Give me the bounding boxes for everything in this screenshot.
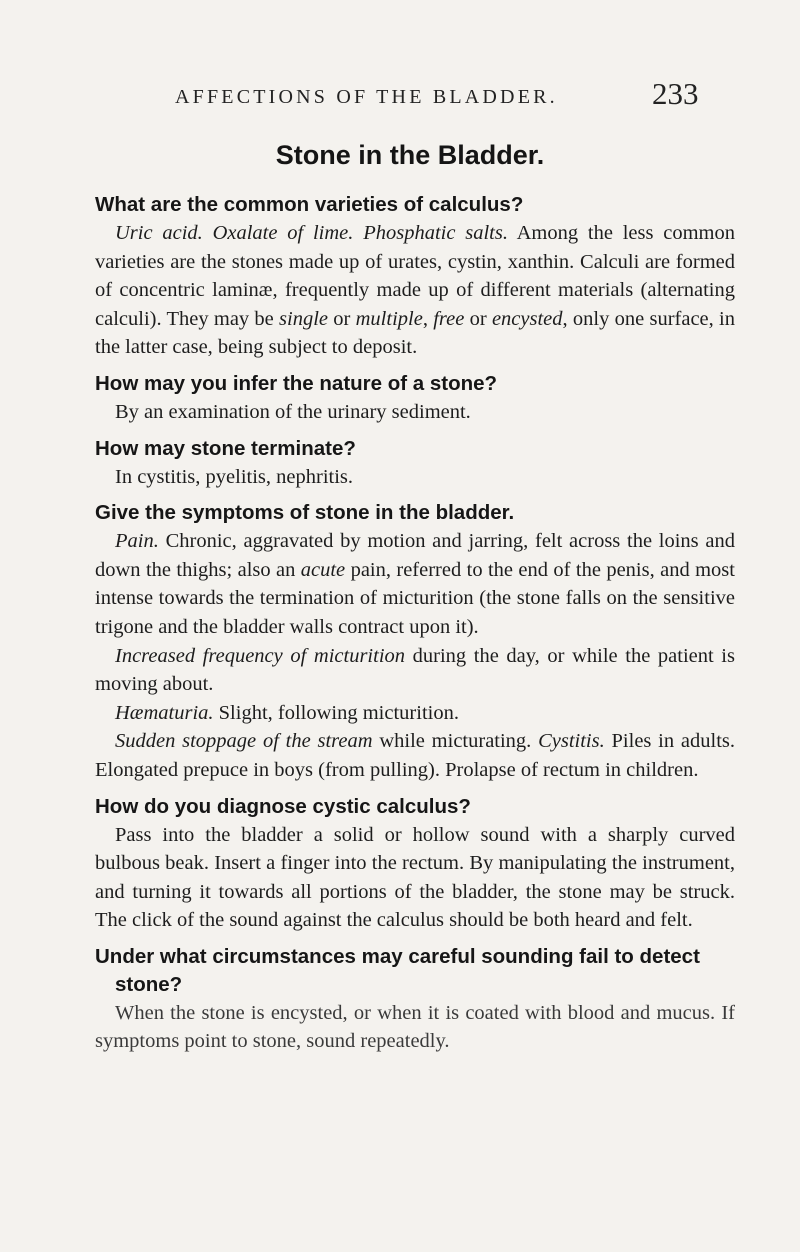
italic-text: single [279,307,329,330]
italic-text: acute [300,558,346,581]
page-number: 233 [652,76,699,111]
italic-text: encysted [491,307,563,330]
answer-text: Slight, following micturition. [213,701,459,724]
answer-text: while micturating. [372,730,539,753]
answer [95,463,735,492]
question: Give the symptoms of stone in the bladder. [95,501,515,525]
answer-text: Piles in adults. Elongated prepuce in boys (from pulling). Prolapse of rectum in children. [95,730,735,781]
answer-paragraph [95,727,735,784]
question: How do you diagnose cystic calculus? [95,794,471,818]
running-title: AFFECTIONS OF THE BLADDER. [175,86,558,108]
answer-paragraph [95,219,735,362]
qa-item [95,793,735,935]
italic-text: Pain. [115,530,159,553]
section-title: Stone in the Bladder. [275,140,545,170]
answer [95,219,735,362]
answer [95,999,735,1056]
question: Under what circumstances may careful sounding fail to detect stone? [95,944,700,996]
answer-paragraph: By an examination of the urinary sediment. [115,400,471,423]
answer [95,821,735,935]
answer-text: or [464,307,492,330]
answer-text: or [328,307,356,330]
question: What are the common varieties of calculus? [95,193,524,216]
answer-paragraph [95,699,735,728]
italic-text: Hæmaturia. [115,701,214,724]
answer-text: during the day, or while the patient is moving about. [95,644,735,696]
italic-text: Sudden stoppage of the stream [115,730,373,753]
qa-item [95,370,735,427]
italic-text: multiple [355,307,423,330]
answer-paragraph: When the stone is encysted, or when it is coated with blood and mucus. If symptoms point to stone, sound repeatedly. [95,1001,735,1053]
qa-item [95,499,735,784]
answer-paragraph [95,642,735,699]
running-head [0,76,800,116]
italic-text: free [433,307,465,330]
answer-text: , only one surface, in the latter case, being subject to deposit. [95,307,735,359]
answer [95,398,735,427]
answer-text: pain, referred to the end of the penis, and most intense towards the termination of micturition (the stone falls on the sensitive trigone and the bladder walls contract upon it). [95,558,735,638]
italic-text: Cystitis. [538,730,605,753]
answer-text: Chronic, aggravated by motion and jarring, felt across the loins and down the thighs; also an [95,530,735,581]
answer-paragraph [95,527,735,641]
qa-item [95,191,735,362]
answer-paragraph: In cystitis, pyelitis, nephritis. [115,465,354,488]
italic-text: Increased frequency of micturition [115,644,406,667]
answer [95,527,735,784]
question: How may you infer the nature of a stone? [95,371,498,395]
italic-text: Uric acid. Oxalate of lime. Phosphatic salts. [115,222,508,244]
answer-paragraph: Pass into the bladder a solid or hollow sound with a sharply curved bulbous beak. Insert a finger into the rectum. By manipulating the instrument, and turning it towards all portions of the bladder, the stone may be struck. The click of the sound against the calculus should be both heard and felt. [95,823,735,932]
question: How may stone terminate? [95,436,356,460]
content [95,191,735,1064]
qa-item [95,943,735,1056]
qa-item [95,435,735,492]
answer-text: Among the less common varieties are the stones made up of urates, cystin, xanthin. Calculi are formed of concentric laminæ, frequently made up of different materials (alternating calculi). They may be [95,222,736,330]
answer-text: , [422,307,434,330]
